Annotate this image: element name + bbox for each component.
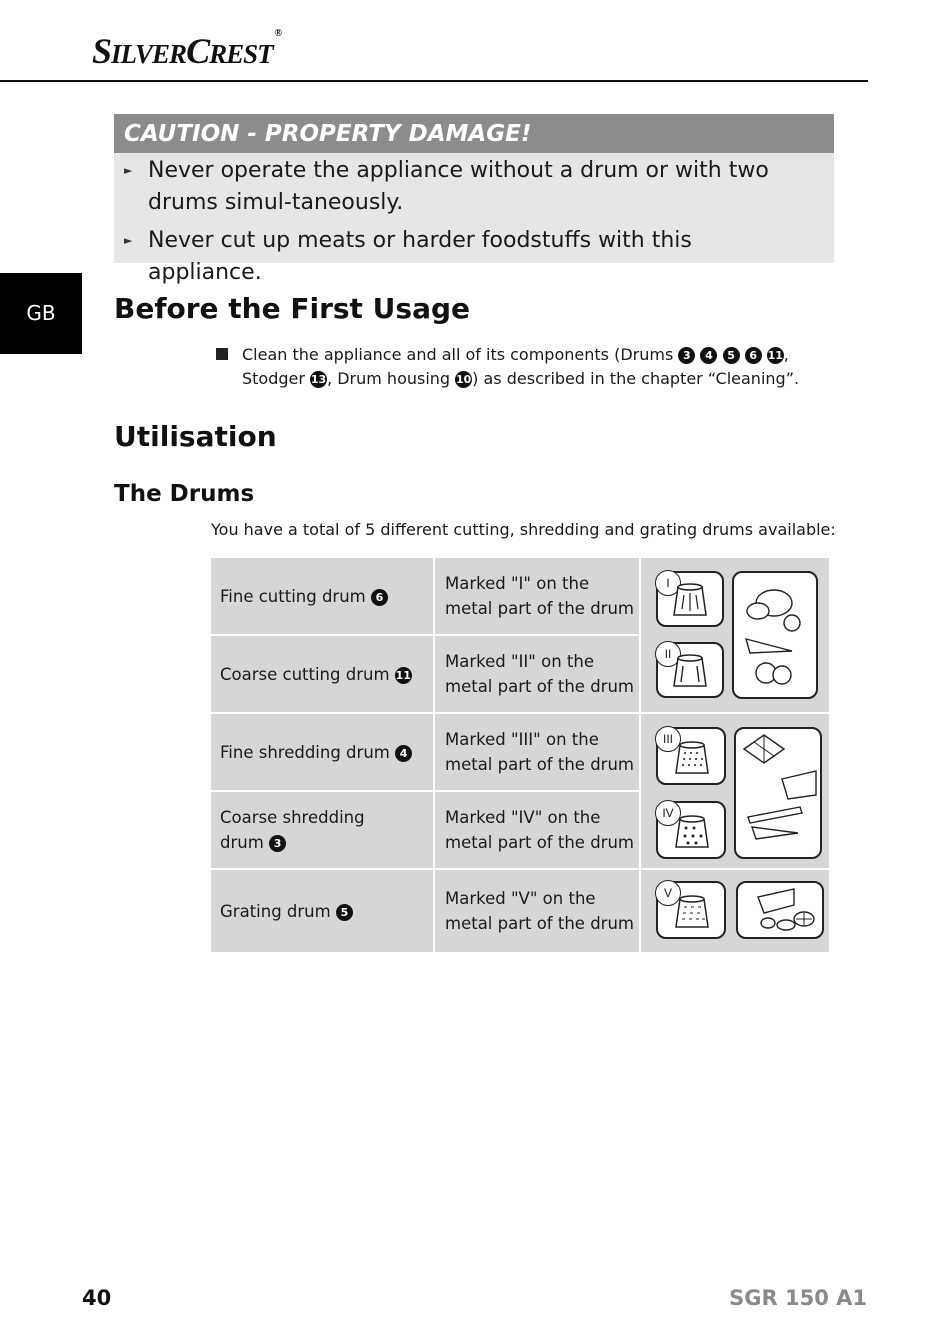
caution-box (114, 114, 834, 285)
cutting-drum-icon (658, 644, 722, 696)
drum-marking-cell: Marked "III" on the metal part of the drum (435, 714, 639, 790)
drum-marking-cell: Marked "I" on the metal part of the drum (435, 558, 639, 634)
drum-iv-picture: IV (656, 801, 726, 859)
caution-title: CAUTION - PROPERTY DAMAGE! (114, 114, 834, 153)
vegetables-picture (732, 571, 818, 699)
potato-onion-carrot-apple-icon (734, 573, 816, 697)
arrow-bullet-icon: ► (124, 164, 133, 177)
drum-marking-cell: Marked "IV" on the metal part of the drum (435, 792, 639, 868)
nuts-cheese-picture (736, 881, 824, 939)
caution-item: ► Never cut up meats or harder foodstuffs with this appliance. (114, 225, 808, 289)
subsection-title-drums: The Drums (114, 481, 255, 507)
drum-image-cell (641, 714, 829, 868)
drum-name-cell: Fine shredding drum 4 (211, 714, 433, 790)
drum-name-cell: Grating drum 5 (211, 870, 433, 952)
language-tab: GB (0, 273, 82, 354)
shredding-drum-icon (658, 729, 724, 783)
nuts-cheese-icon (738, 883, 822, 937)
page-number: 40 (82, 1286, 112, 1310)
drums-table (211, 558, 829, 952)
shredding-drum-icon (658, 803, 724, 857)
chocolate-cheese-carrot-icon (736, 729, 820, 857)
cutting-drum-icon (658, 573, 722, 625)
drum-image-cell (641, 558, 829, 712)
drum-name-cell: Coarse cutting drum 11 (211, 636, 433, 712)
section-title-first-usage: Before the First Usage (114, 292, 471, 325)
drum-iii-picture: III (656, 727, 726, 785)
drum-marking-cell: Marked "V" on the metal part of the drum (435, 870, 639, 952)
brand-logo: SILVERCREST® (92, 28, 282, 71)
caution-item: ► Never operate the appliance without a drum or with two drums simul-taneously. (114, 155, 808, 219)
drum-name-cell: Coarse shredding drum 3 (211, 792, 433, 868)
section-title-utilisation: Utilisation (114, 420, 277, 453)
drum-i-picture: I (656, 571, 724, 627)
drum-ii-picture: II (656, 642, 724, 698)
square-bullet-icon (216, 348, 228, 360)
model-number: SGR 150 A1 (729, 1286, 867, 1310)
header-rule (0, 80, 868, 82)
first-usage-bullet: Clean the appliance and all of its components (Drums 3 4 5 6 11, Stodger 13, Drum housing 10) as described in the chapter “Cleaning”. (216, 343, 816, 391)
drums-intro: You have a total of 5 different cutting, shredding and grating drums available: (211, 520, 836, 539)
grating-drum-icon (658, 883, 724, 937)
drum-name-cell: Fine cutting drum 6 (211, 558, 433, 634)
drum-v-picture: V (656, 881, 726, 939)
drum-image-cell (641, 870, 829, 952)
drum-marking-cell: Marked "II" on the metal part of the drum (435, 636, 639, 712)
chocolate-cheese-carrot-picture (734, 727, 822, 859)
arrow-bullet-icon: ► (124, 234, 133, 247)
